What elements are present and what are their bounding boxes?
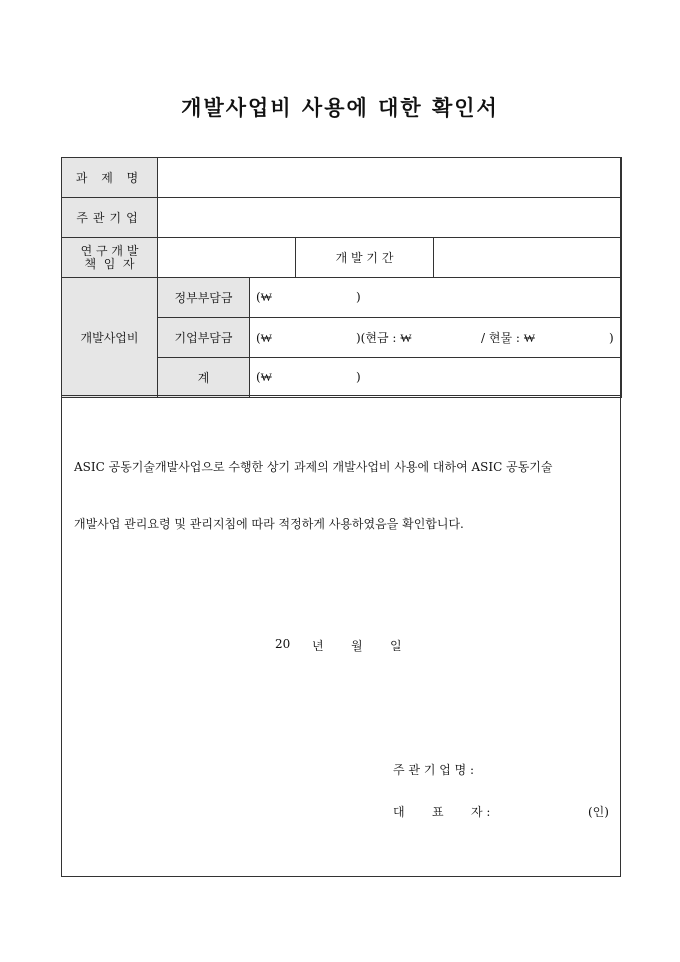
info-table [61,157,622,398]
company-share-close: ) [609,331,614,345]
date-year: 년 [312,639,324,653]
gov-share-label: 정부부담금 [158,278,250,318]
row-dev-manager [62,238,622,278]
representative-label-3: 자 : [471,805,491,819]
statement-line-2: 개발사업 관리요령 및 관리지침에 따라 적정하게 사용하였음을 확인합니다. [74,517,464,531]
document-title: 개발사업비 사용에 대한 확인서 [181,95,499,120]
representative-label-2: 표 [432,805,444,819]
table-double-rule [61,393,621,396]
total-close: ) [356,370,361,384]
dev-manager-label-line2: 책 임 자 [84,256,135,271]
dev-cost-label: 개발사업비 [62,278,158,398]
dev-manager-label-line1: 연 구 개 발 [80,243,139,258]
date-year-prefix: 20 [275,637,291,651]
company-share-cash: )(현금 : ₩ [356,331,412,345]
total-label: 계 [158,358,250,398]
lead-company-label: 주관기업 [62,198,158,238]
statement-line-1: ASIC 공동기술개발사업으로 수행한 상기 과제의 개발사업비 사용에 대하여 ASIC 공동기술 [74,460,553,474]
company-share-won: (₩ [256,331,273,345]
lead-company-name-label: 주 관 기 업 명 : [393,763,475,777]
row-lead-company [62,198,622,238]
dev-manager-field[interactable] [158,238,296,278]
gov-share-won: (₩ [256,290,273,304]
gov-share-close: ) [356,290,361,304]
company-share-label: 기업부담금 [158,318,250,358]
dev-manager-label [62,238,158,278]
lead-company-field[interactable] [158,198,622,238]
seal-mark: (인) [588,805,609,819]
dev-period-label: 개 발 기 간 [296,238,434,278]
dev-period-field[interactable] [434,238,622,278]
task-name-field[interactable] [158,158,622,198]
gov-share-field[interactable] [250,278,622,318]
date-day: 일 [390,639,402,653]
total-field[interactable] [250,358,622,398]
row-gov-share [62,278,622,318]
date-month: 월 [351,639,363,653]
representative-label-1: 대 [393,805,405,819]
company-share-in-kind: / 현물 : ₩ [481,331,536,345]
total-won: (₩ [256,370,273,384]
task-name-label: 과 제 명 [62,158,158,198]
company-share-field[interactable] [250,318,622,358]
row-task-name [62,158,622,198]
